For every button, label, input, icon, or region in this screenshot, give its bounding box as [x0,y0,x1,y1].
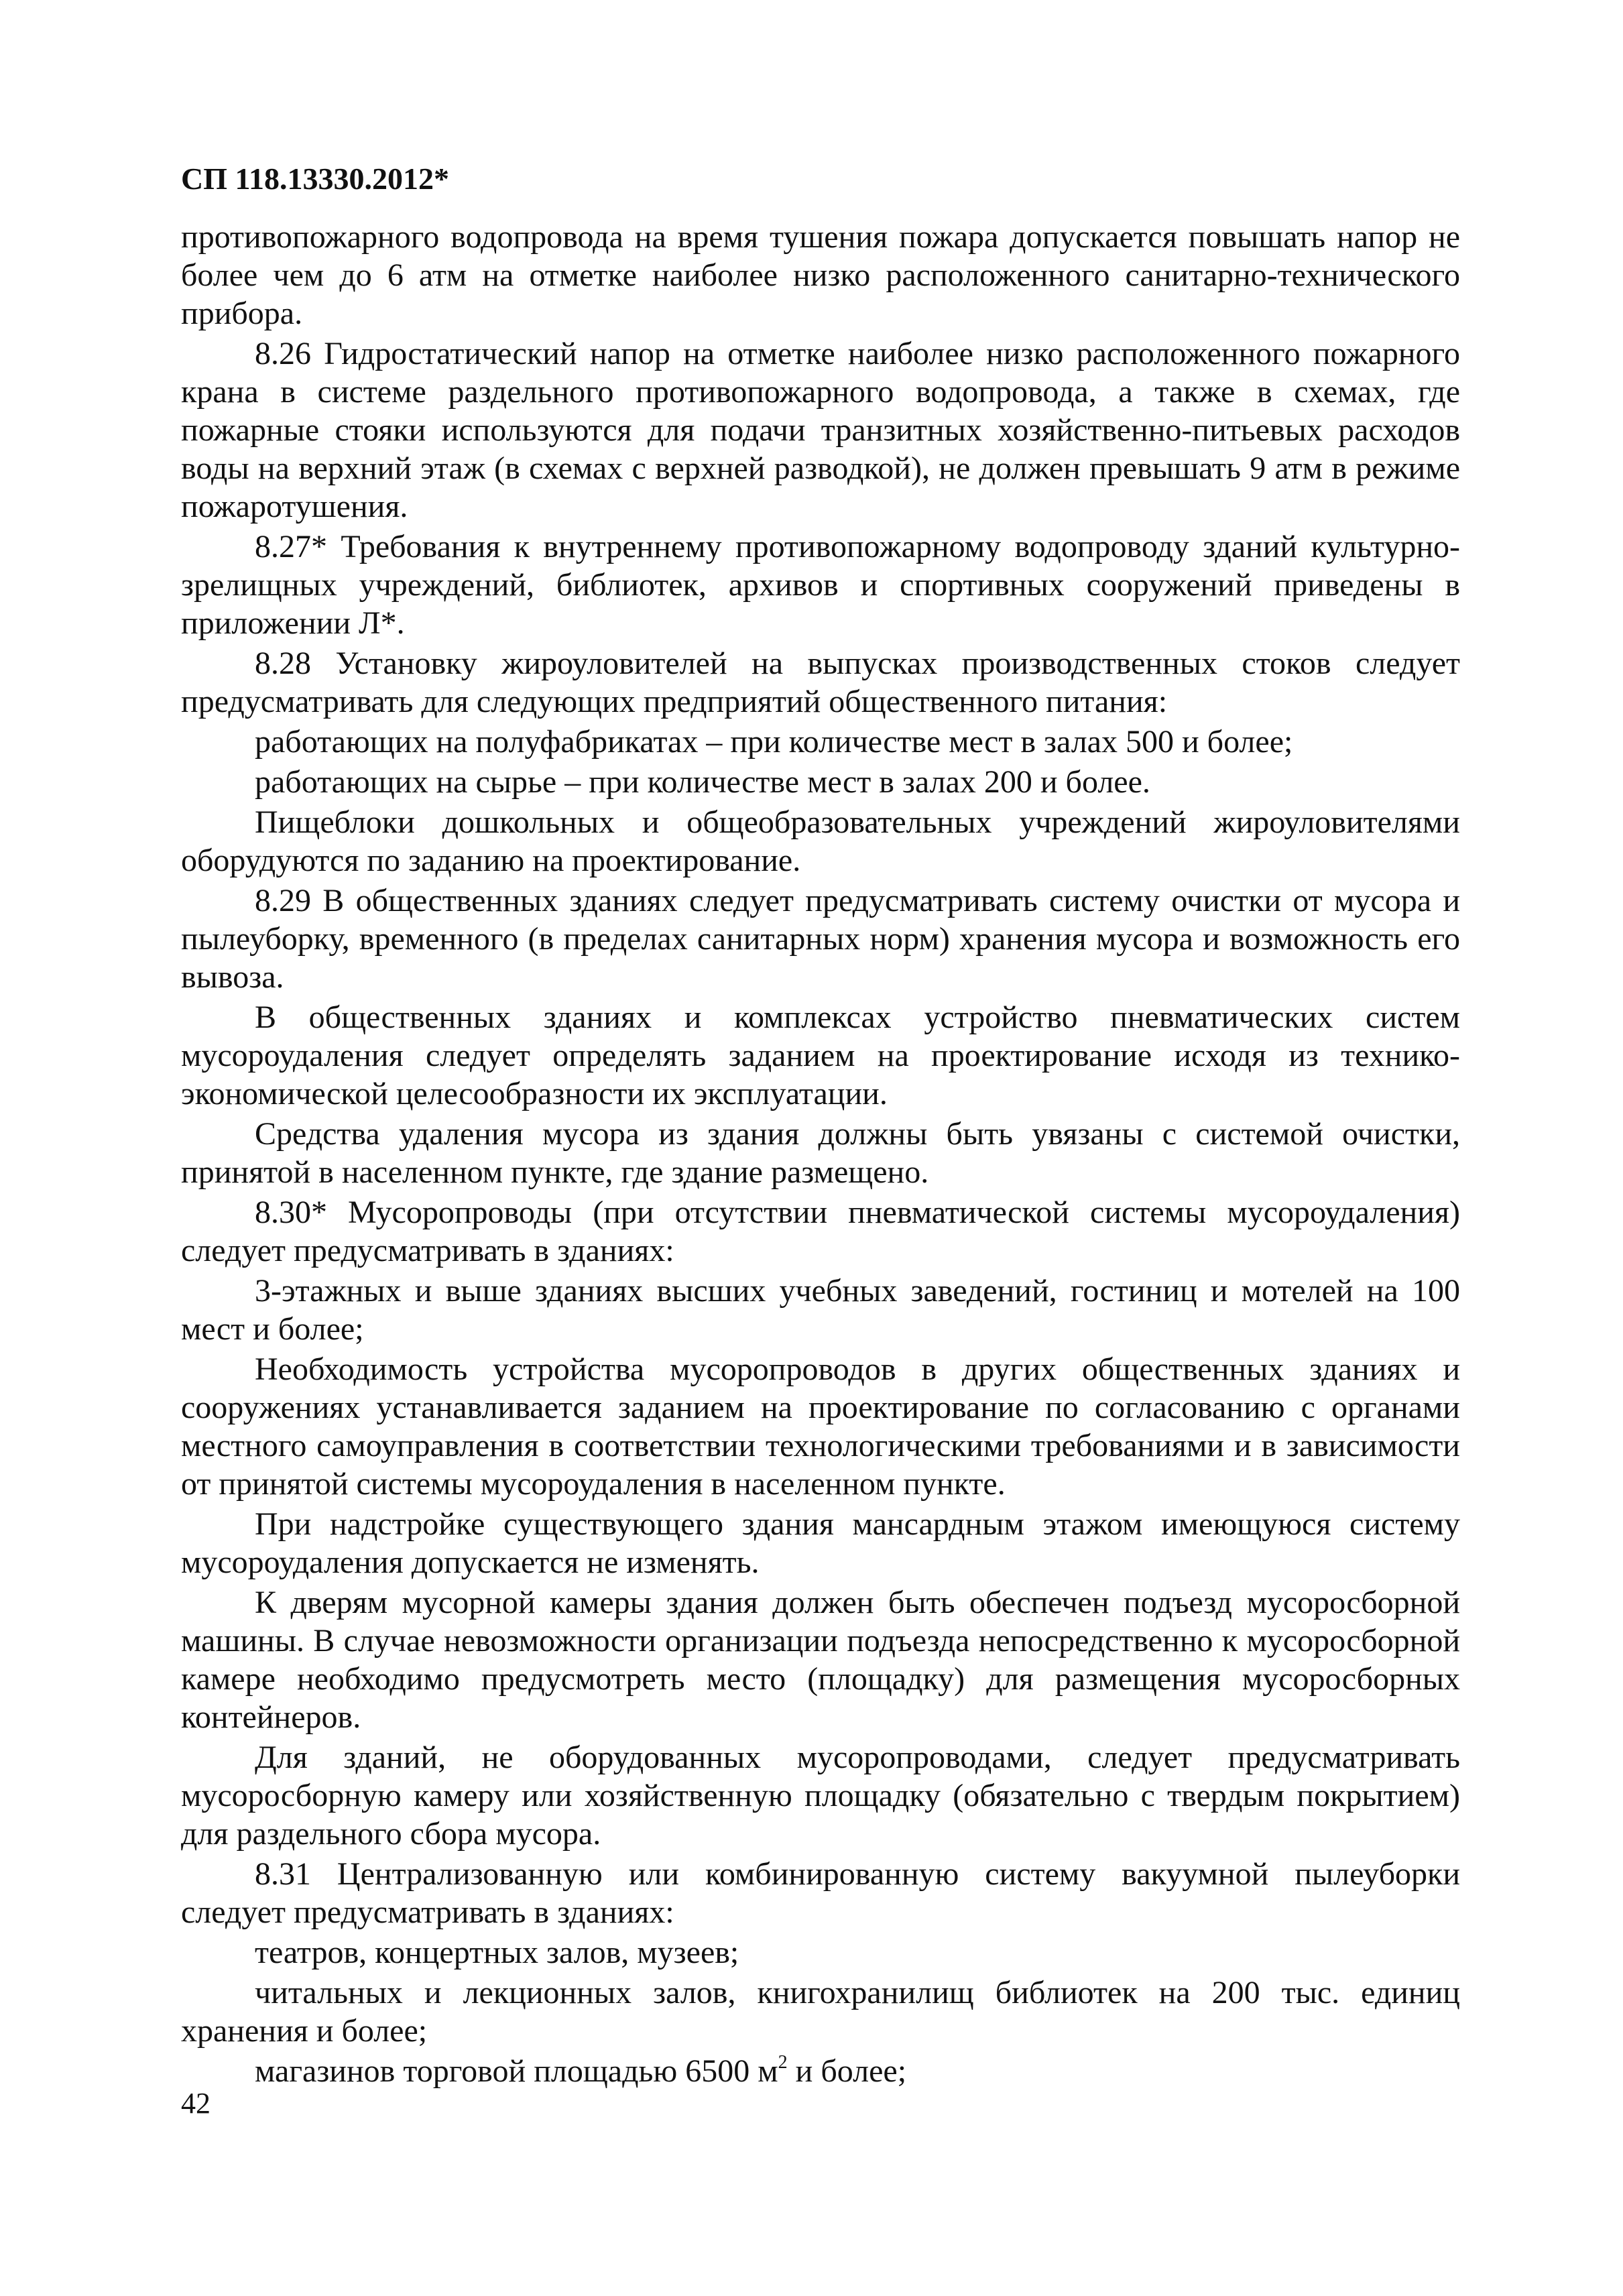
list-item: работающих на полуфабрикатах – при количестве мест в залах 500 и более; [255,724,1293,760]
document-code-header: СП 118.13330.2012* [181,162,449,196]
paragraph: К дверям мусорной камеры здания должен быть обеспечен подъезд мусоросборной машины. В случае невозможности организации подъезда непосредственно к мусоросборной камере необходимо предусмотреть место (площадку) для размещения мусоросборных контейнеров. [181,1585,1460,1735]
document-body [181,218,1460,2092]
clause-8-30: 8.30* Мусоропроводы (при отсутствии пневматической системы мусороудаления) следует предусматривать в зданиях: [181,1195,1460,1268]
list-item-area [181,2052,1460,2090]
clause-8-26: 8.26 Гидростатический напор на отметке наиболее низко расположенного пожарного крана в системе раздельного противопожарного водопровода, а также в схемах, где пожарные стояки используются для подачи транзитных хозяйственно-питьевых расходов воды на верхний этаж (в схемах с верхней разводкой), не должен превышать 9 атм в режиме пожаротушения. [181,336,1460,524]
list-item: работающих на сырье – при количестве мест в залах 200 и более. [255,764,1150,800]
list-item: читальных и лекционных залов, книгохранилищ библиотек на 200 тыс. единиц хранения и более; [181,1975,1460,2049]
clause-8-27: 8.27* Требования к внутреннему противопожарному водопроводу зданий культурно-зрелищных учреждений, библиотек, архивов и спортивных сооружений приведены в приложении Л*. [181,529,1460,641]
paragraph: В общественных зданиях и комплексах устройство пневматических систем мусороудаления следует определять заданием на проектирование исходя из технико-экономической целесообразности их эксплуатации. [181,1000,1460,1111]
paragraph: При надстройке существующего здания мансардным этажом имеющуюся систему мусороудаления допускается не изменять. [181,1506,1460,1580]
clause-8-28: 8.28 Установку жироуловителей на выпусках производственных стоков следует предусматривать для следующих предприятий общественного питания: [181,646,1460,719]
paragraph-continuation: противопожарного водопровода на время тушения пожара допускается повышать напор не более чем до 6 атм на отметке наиболее низко расположенного санитарно-технического прибора. [181,219,1460,331]
paragraph: Для зданий, не оборудованных мусоропроводами, следует предусматривать мусоросборную камеру или хозяйственную площадку (обязательно с твердым покрытием) для раздельного сбора мусора. [181,1740,1460,1852]
paragraph: Необходимость устройства мусоропроводов в других общественных зданиях и сооружениях устанавливается заданием на проектирование по согласованию с органами местного самоуправления в соответствии технологическими требованиями и в зависимости от принятой системы мусороудаления в населенном пункте. [181,1351,1460,1502]
paragraph: Средства удаления мусора из здания должны быть увязаны с системой очистки, принятой в населенном пункте, где здание размещено. [181,1116,1460,1190]
clause-8-29: 8.29 В общественных зданиях следует предусматривать систему очистки от мусора и пылеуборку, временного (в пределах санитарных норм) хранения мусора и возможность его вывоза. [181,883,1460,995]
list-item: театров, концертных залов, музеев; [255,1935,739,1970]
page-number: 42 [181,2087,211,2120]
list-item-text: магазинов торговой площадью 6500 м [255,2053,778,2089]
superscript-exponent: 2 [778,2052,788,2073]
list-item: 3-этажных и выше зданиях высших учебных заведений, гостиниц и мотелей на 100 мест и более; [181,1273,1460,1347]
clause-8-31: 8.31 Централизованную или комбинированную систему вакуумной пылеуборки следует предусматривать в зданиях: [181,1856,1460,1930]
list-item-text-end: и более; [787,2053,907,2089]
paragraph: Пищеблоки дошкольных и общеобразовательных учреждений жироуловителями оборудуются по заданию на проектирование. [181,804,1460,878]
